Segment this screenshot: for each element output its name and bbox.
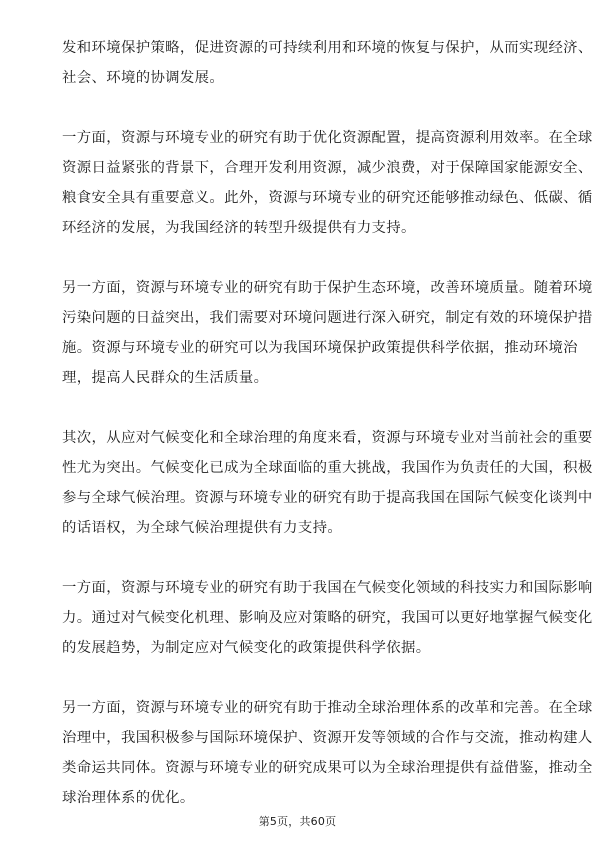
text-line: 类命运共同体。资源与环境专业的研究成果可以为全球治理提供有益借鉴，推动全 [62, 760, 593, 776]
paragraph-3 [62, 273, 593, 393]
body-text [62, 33, 593, 843]
paragraph-4 [62, 423, 593, 543]
text-line: 污染问题的日益突出，我们需要对环境问题进行深入研究，制定有效的环境保护措 [62, 310, 593, 326]
paragraph-2 [62, 123, 593, 243]
text-line: 发和环境保护策略，促进资源的可持续利用和环境的恢复与保护，从而实现经济、 [62, 40, 593, 56]
text-line: 社会、环境的协调发展。 [62, 70, 225, 86]
text-line: 其次，从应对气候变化和全球治理的角度来看，资源与环境专业对当前社会的重要 [62, 430, 593, 446]
text-line: 治理中，我国积极参与国际环境保护、资源开发等领域的合作与交流，推动构建人 [62, 730, 593, 746]
paragraph-1 [62, 33, 593, 93]
text-line: 性尤为突出。气候变化已成为全球面临的重大挑战，我国作为负责任的大国，积极 [62, 460, 593, 476]
text-line: 另一方面，资源与环境专业的研究有助于推动全球治理体系的改革和完善。在全球 [62, 700, 593, 716]
text-line: 一方面，资源与环境专业的研究有助于我国在气候变化领域的科技实力和国际影响 [62, 580, 593, 596]
text-line: 粮食安全具有重要意义。此外，资源与环境专业的研究还能够推动绿色、低碳、循 [62, 190, 593, 206]
page-number: 第5页，共60页 [258, 815, 337, 828]
text-line: 力。通过对气候变化机理、影响及应对策略的研究，我国可以更好地掌握气候变化 [62, 610, 593, 626]
text-line: 一方面，资源与环境专业的研究有助于优化资源配置，提高资源利用效率。在全球 [62, 130, 593, 146]
paragraph-5 [62, 573, 593, 663]
text-line: 参与全球气候治理。资源与环境专业的研究有助于提高我国在国际气候变化谈判中 [62, 490, 593, 506]
text-line: 的发展趋势，为制定应对气候变化的政策提供科学依据。 [62, 640, 431, 656]
text-line: 的话语权，为全球气候治理提供有力支持。 [62, 520, 343, 536]
text-line: 环经济的发展，为我国经济的转型升级提供有力支持。 [62, 220, 416, 236]
paragraph-6 [62, 693, 593, 813]
text-line: 施。资源与环境专业的研究可以为我国环境保护政策提供科学依据，推动环境治 [62, 340, 578, 356]
text-line: 球治理体系的优化。 [62, 790, 195, 806]
text-line: 理，提高人民群众的生活质量。 [62, 370, 269, 386]
text-line: 另一方面，资源与环境专业的研究有助于保护生态环境，改善环境质量。随着环境 [62, 280, 593, 296]
text-line: 资源日益紧张的背景下，合理开发利用资源，减少浪费，对于保障国家能源安全、 [62, 160, 593, 176]
